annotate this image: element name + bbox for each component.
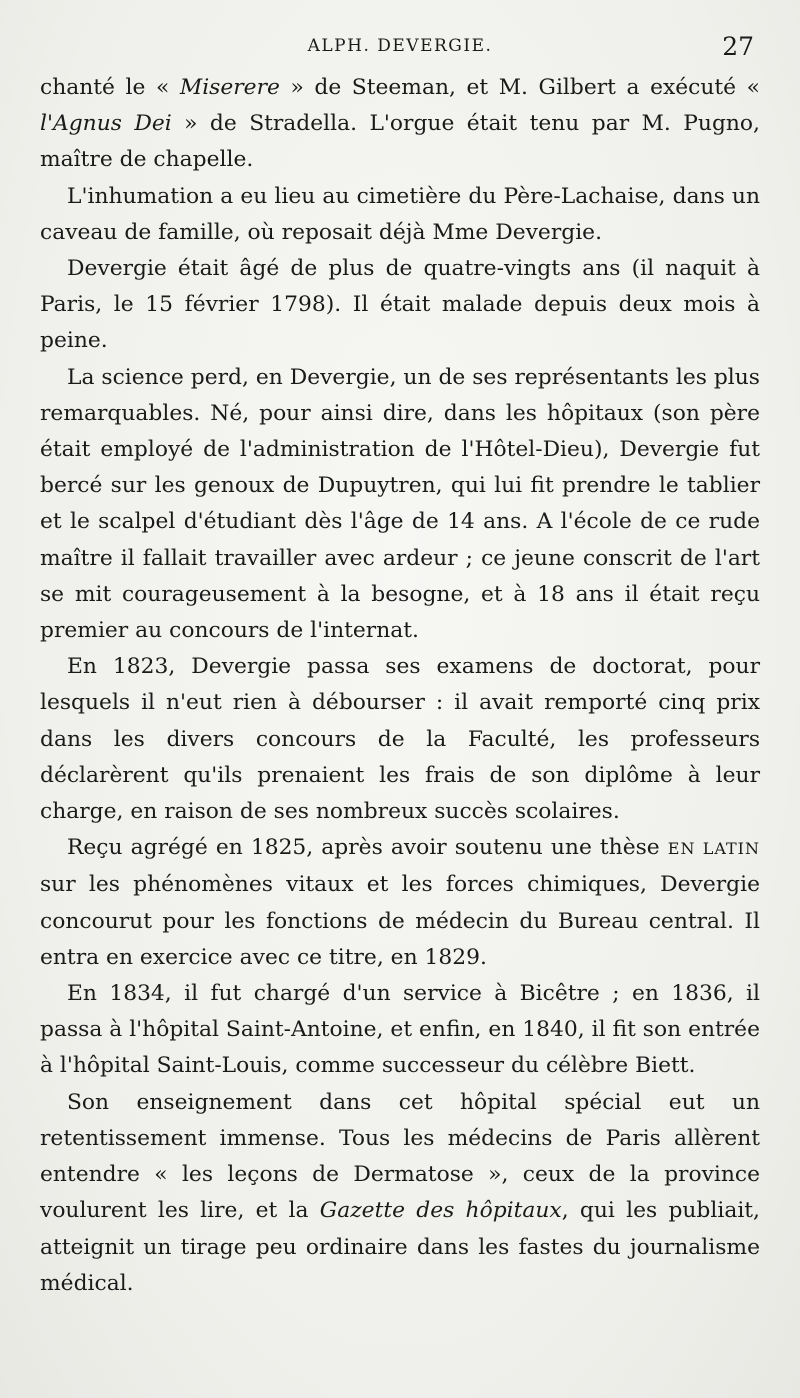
running-head bbox=[40, 30, 760, 70]
paragraph-funeral-music bbox=[40, 70, 760, 179]
paragraph-doctorate: En 1823, Devergie passa ses examens de doctorat, pour lesquels il n'eut rien à débourser : il avait remporté cinq prix dans les divers concours de la Faculté, les professeurs déclarèrent qu'ils prenaient les frais de son diplôme à leur charge, en raison de ses nombreux succès scolaires. bbox=[40, 654, 760, 825]
paragraph-agregation bbox=[40, 830, 760, 976]
text-segment: , qui les publiait, atteignit un tirage peu ordinaire dans les fastes du journalisme médical. bbox=[40, 1198, 760, 1296]
paragraph-teaching bbox=[40, 1085, 760, 1302]
body-text bbox=[40, 70, 760, 1302]
paragraph-youth: La science perd, en Devergie, un de ses représentants les plus remarquables. Né, pour ainsi dire, dans les hôpitaux (son père était employé de l'administration de l'Hôtel-Dieu), Devergie fut bercé sur les genoux de Dupuytren, qui lui fit prendre le tablier et le scalpel d'étudiant dès l'âge de 14 ans. A l'école de ce rude maître il fallait travailler avec ardeur ; ce jeune conscrit de l'art se mit courageusement à la besogne, et à 18 ans il était reçu premier au concours de l'internat. bbox=[40, 364, 760, 644]
paragraph-burial: L'inhumation a eu lieu au cimetière du Père-Lachaise, dans un caveau de famille, où reposait déjà Mme Devergie. bbox=[40, 183, 760, 245]
text-segment: Reçu agrégé en 1825, après avoir soutenu une thèse bbox=[67, 835, 660, 861]
text-segment: chanté le « bbox=[40, 75, 170, 100]
page-number: 27 bbox=[722, 32, 754, 61]
small-caps-en-latin: EN LATIN bbox=[667, 839, 761, 859]
text-segment: » de Steeman, et M. Gilbert a exécuté « bbox=[290, 75, 760, 100]
journal-title: Gazette des hôpitaux bbox=[319, 1198, 562, 1224]
work-title-miserere: Miserere bbox=[179, 75, 280, 100]
text-segment: sur les phénomènes vitaux et les forces chimiques, Devergie concourut pour les fonctions de médecin du Bureau central. Il entra en exercice avec ce titre, en 1829. bbox=[40, 872, 760, 970]
text-segment: Son enseignement dans cet hôpital spécial eut un retentissement immense. Tous les médecins de Paris allèrent entendre « les leçons de Dermatose », ceux de la province voulurent les lire, et la bbox=[40, 1089, 760, 1224]
running-title: ALPH. DEVERGIE. bbox=[307, 36, 493, 56]
text-segment: » de Stradella. L'orgue était tenu par M. Pugno, maître de chapelle. bbox=[40, 111, 760, 173]
paragraph-hospitals: En 1834, il fut chargé d'un service à Bicêtre ; en 1836, il passa à l'hôpital Saint-Antoine, et enfin, en 1840, il fit son entrée à l'hôpital Saint-Louis, comme successeur du célèbre Biett. bbox=[40, 981, 760, 1079]
paragraph-age: Devergie était âgé de plus de quatre-vingts ans (il naquit à Paris, le 15 février 1798). Il était malade depuis deux mois à peine. bbox=[40, 256, 760, 354]
work-title-agnus-dei: l'Agnus Dei bbox=[40, 111, 172, 137]
